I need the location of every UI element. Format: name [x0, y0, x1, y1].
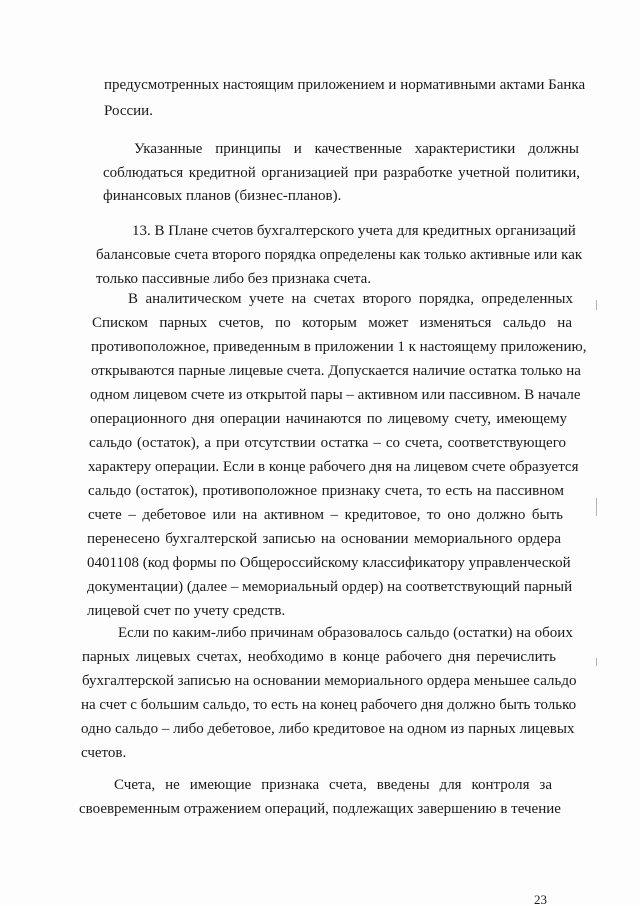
text-line: на счет с большим сальдо, то есть на конец рабочего дня должно быть только: [81, 697, 577, 713]
text-line: В аналитическом учете на счетах второго порядка, определенных: [128, 291, 573, 307]
text-line: сальдо (остаток), а при отсутствии остатка – со счета, соответствующего: [89, 435, 566, 451]
text-line: бухгалтерской записью на основании мемориального ордера меньшее сальдо: [82, 673, 577, 689]
scan-artifact: [596, 658, 597, 666]
text-line: характеру операции. Если в конце рабочего дня на лицевом счете образуется: [88, 459, 579, 475]
text-line: перенесено бухгалтерской записью на основании мемориального ордера: [87, 531, 561, 547]
text-line: финансовых планов (бизнес-планов).: [103, 188, 342, 204]
text-line: открываются парные лицевые счета. Допускается наличие остатка только на: [91, 363, 581, 379]
text-line: России.: [104, 103, 153, 119]
text-line: лицевой счет по учету средств.: [87, 603, 286, 619]
text-line: парных лицевых счетах, необходимо в конце рабочего дня перечислить: [82, 649, 556, 665]
text-line: Списком парных счетов, по которым может изменяться сальдо на: [92, 315, 572, 331]
text-line: балансовые счета второго порядка определены как только активные или как: [96, 247, 583, 263]
text-line: своевременным отражением операций, подлежащих завершению в течение: [79, 801, 561, 817]
text-line: Если по каким-либо причинам образовалось сальдо (остатки) на обоих: [118, 625, 573, 641]
text-line: 0401108 (код формы по Общероссийскому классификатору управленческой: [87, 555, 571, 571]
text-line: операционного дня операции начинаются по лицевому счету, имеющему: [90, 411, 567, 427]
text-line: Счета, не имеющие признака счета, введены для контроля за: [114, 777, 552, 793]
text-line: счете – дебетовое или на активном – кредитовое, то оно должно быть: [88, 507, 563, 523]
text-line: документации) (далее – мемориальный ордер) на соответствующий парный: [87, 579, 573, 595]
text-line: соблюдаться кредитной организацией при разработке учетной политики,: [103, 165, 580, 181]
text-line: одно сальдо – либо дебетовое, либо кредитовое на одном из парных лицевых: [81, 721, 575, 737]
text-line: противоположное, приведенным в приложении 1 к настоящему приложению,: [91, 339, 587, 355]
text-line: предусмотренных настоящим приложением и нормативными актами Банка: [104, 77, 586, 93]
text-line: 13. В Плане счетов бухгалтерского учета для кредитных организаций: [132, 223, 576, 239]
text-line: только пассивные либо без признака счета.: [96, 271, 372, 287]
text-line: счетов.: [81, 745, 127, 761]
page-number: 23: [534, 892, 547, 907]
text-line: сальдо (остаток), противоположное признаку счета, то есть на пассивном: [88, 483, 564, 499]
scan-artifact: [596, 498, 597, 516]
scan-artifact: [596, 300, 597, 310]
text-line: одном лицевом счете из открытой пары – активном или пассивном. В начале: [90, 387, 581, 403]
text-line: Указанные принципы и качественные характеристики должны: [134, 141, 579, 157]
